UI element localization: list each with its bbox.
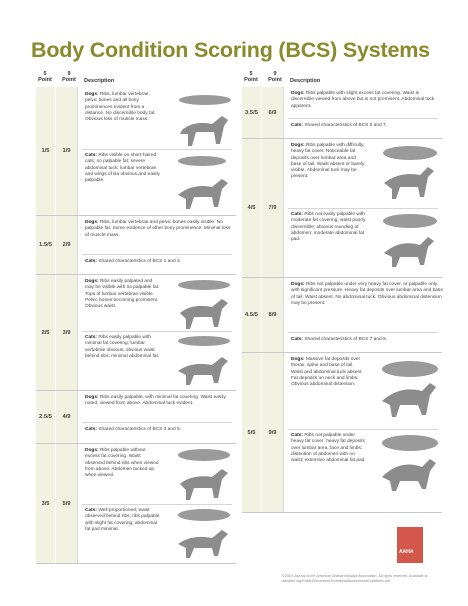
bcs-row-4 [36, 391, 236, 444]
cat-description: Cats: Shared characteristics of BCS 3 and 5. [85, 427, 181, 432]
dog-illustration [174, 90, 236, 152]
cat-description: Cats: Ribs not palpable under heavy fat cover; heavy fat deposits over lumbar area, face and limbs; distention of abdomen with no waist; extensive abdominal fat pad. [291, 433, 366, 464]
nine-point-score: 7/9 [261, 139, 283, 277]
nine-point-score: 9/9 [261, 353, 283, 512]
nine-point-score: 5/9 [55, 444, 77, 563]
cat-description: Cats: Shared characteristics of BCS 1 and 3. [85, 259, 181, 264]
cat-illustration [378, 211, 442, 269]
right-column [242, 70, 442, 513]
aaha-logo: AAHA [397, 527, 423, 563]
left-column [36, 70, 236, 564]
bcs-row-6 [242, 87, 442, 139]
bcs-row-7 [242, 139, 442, 278]
five-point-score: 1.5/5 [36, 216, 55, 274]
dog-illustration [378, 143, 442, 201]
five-point-score: 1/5 [36, 87, 55, 215]
dog-description: Dogs: Ribs palpable with slight excess fat covering. Waist is discernible viewed from above but is not prominent. Abdominal tuck apparent. [291, 91, 435, 109]
cat-description: Cats: Ribs easily palpable with minimal fat covering; lumbar vertebrae obvious; obvious waist behind ribs; minimal abdominal fat. [85, 335, 160, 359]
bcs-row-3 [36, 275, 236, 391]
dog-description: Dogs: Ribs palpable with difficulty, heavy fat cover. Noticeable fat deposits over lumbar area and base of tail. Waist absent or barely visible. Abdominal tuck may be present. [291, 143, 365, 180]
copyright-footer: ©2010 Journal of the American Animal Hospital Association. All rights reserved. Available at aahanet.org/PublicDocuments/NutritionalAssessmentGuidelines.pdf [282, 574, 428, 583]
description-cell [283, 87, 442, 138]
cat-illustration [172, 333, 236, 387]
five-point-header: 5 Point [38, 71, 52, 83]
bcs-row-8 [242, 278, 442, 353]
nine-point-header: 9 Point [62, 71, 76, 83]
nine-point-score: 6/9 [261, 87, 283, 138]
cat-illustration [172, 506, 236, 560]
dog-illustration [172, 446, 236, 502]
dog-illustration [172, 277, 236, 331]
bcs-row-2 [36, 216, 236, 275]
cat-description: Cats: Well proportioned; waist observed behind ribs; ribs palpable with slight fat covering; abdominal fat pad minimal. [85, 508, 160, 532]
dog-description: Dogs: Massive fat deposits over thorax, spine and base of tail. Waist and abdominal tuck absent. Fat deposits on neck and limbs. Obvious abdominal distention. [291, 357, 363, 388]
nine-point-score: 8/9 [261, 278, 283, 352]
page-title: Body Condition Scoring (BCS) Systems [31, 38, 430, 62]
description-cell [283, 139, 442, 277]
cat-description: Cats: Shared characteristics of BCS 5 and 7. [291, 123, 387, 128]
nine-point-score: 1/9 [55, 87, 77, 215]
nine-point-score: 4/9 [55, 391, 77, 443]
description-cell [77, 391, 236, 443]
description-cell [77, 87, 236, 215]
cat-illustration [378, 433, 442, 493]
five-point-score: 5/5 [242, 353, 261, 512]
bcs-row-1 [36, 87, 236, 216]
description-cell [77, 216, 236, 274]
column-header [36, 70, 236, 87]
five-point-score: 2.5/5 [36, 391, 55, 443]
description-header: Description [290, 78, 321, 84]
five-point-score: 2/5 [36, 275, 55, 390]
five-point-score: 4.5/5 [242, 278, 261, 352]
bcs-row-9 [242, 353, 442, 513]
bcs-row-5 [36, 444, 236, 564]
five-point-score: 3.5/5 [242, 87, 261, 138]
column-header [242, 70, 442, 87]
five-point-score: 3/5 [36, 444, 55, 563]
dog-description: Dogs: Ribs easily palpable, with minimal fat covering. Waist easily noted, viewed from above. Abdominal tuck evident. [85, 395, 226, 407]
description-cell [283, 278, 442, 352]
five-point-score: 4/5 [242, 139, 261, 277]
nine-point-header: 9 Point [268, 71, 282, 83]
description-header: Description [84, 78, 115, 84]
five-point-header: 5 Point [244, 71, 258, 83]
dog-description: Dogs: Ribs palpable without excess fat covering. Waist observed behind ribs when viewed from above. Abdomen tucked up when viewed. [85, 448, 159, 479]
description-cell [77, 275, 236, 390]
cat-description: Cats: Shared characteristics of BCS 7 and 9. [291, 337, 387, 342]
dog-description: Dogs: Ribs, lumbar vertebrae and pelvic bones easily visible. No palpable fat. Some evidence of other bony prominence. Minimal loss of muscle mass. [85, 220, 231, 238]
description-cell [283, 353, 442, 512]
nine-point-score: 2/9 [55, 216, 77, 274]
dog-description: Dogs: Ribs, lumbar vertebrae, pelvic bones and all bony prominences evident from a distance. No discernible body fat. Obvious loss of muscle mass. [85, 92, 156, 123]
dog-illustration [378, 359, 442, 419]
cat-illustration [172, 151, 236, 213]
description-cell [77, 444, 236, 563]
cat-description: Cats: Ribs visible on short-haired cats; no palpable fat; severe abdominal tuck; lumbar vertebrae and wings of ilia obvious and easily palpable. [85, 153, 160, 184]
nine-point-score: 3/9 [55, 275, 77, 390]
cat-description: Cats: Ribs not easily palpable with moderate fat covering; waist poorly discernible; obvious rounding of abdomen; moderate abdominal fat pad. [291, 212, 366, 243]
dog-description: Dogs: Ribs easily palpated and may be visible with no palpable fat. Tops of lumbar vertebrae visible. Pelvic bones becoming prominent. Obvious waist. [85, 279, 160, 310]
dog-description: Dogs: Ribs not palpable under very heavy fat cover, or palpable only with significant pressure. Heavy fat deposits over lumbar area and base of tail. Waist absent. No abdominal tuck. Obvious abdominal distension may be present. [291, 282, 443, 306]
